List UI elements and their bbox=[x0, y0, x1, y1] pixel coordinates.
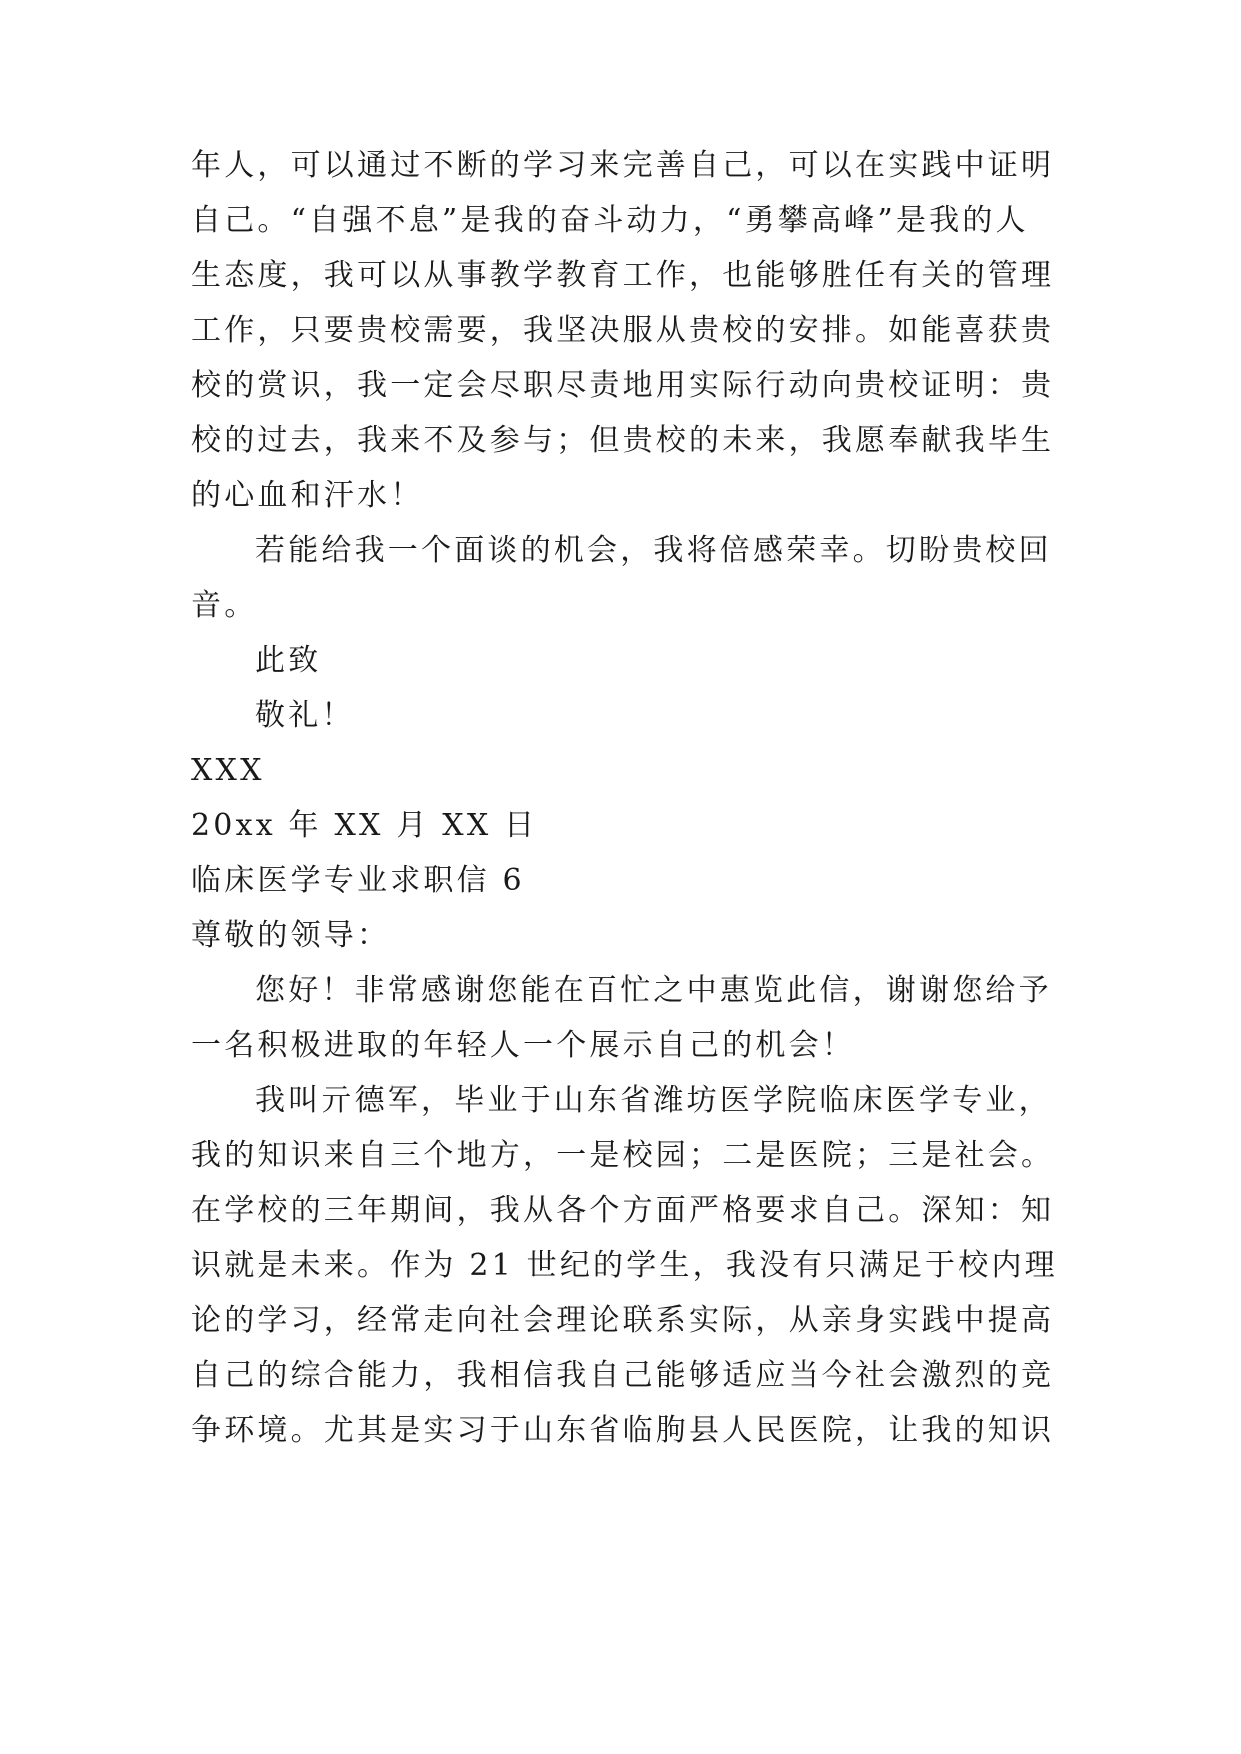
text-line: 争环境。尤其是实习于山东省临朐县人民医院，让我的知识 bbox=[191, 1413, 1055, 1448]
text-line: 一名积极进取的年轻人一个展示自己的机会！ bbox=[191, 1028, 855, 1063]
text-line: 自己的综合能力，我相信我自己能够适应当今社会激烈的竞 bbox=[191, 1358, 1055, 1393]
signature-name: XXX bbox=[191, 753, 265, 788]
salutation-regards: 敬礼！ bbox=[255, 698, 355, 733]
salutation-closing: 此致 bbox=[255, 643, 322, 678]
text-line: 校的赏识，我一定会尽职尽责地用实际行动向贵校证明：贵 bbox=[191, 368, 1055, 403]
text-line: 若能给我一个面谈的机会，我将倍感荣幸。切盼贵校回 bbox=[255, 533, 1052, 568]
text-line: 的心血和汗水！ bbox=[191, 478, 424, 513]
text-line: 我的知识来自三个地方，一是校园；二是医院；三是社会。 bbox=[191, 1138, 1055, 1173]
text-line: 我叫亓德军，毕业于山东省潍坊医学院临床医学专业， bbox=[255, 1083, 1052, 1118]
letter-greeting: 尊敬的领导： bbox=[191, 918, 391, 953]
text-line: 校的过去，我来不及参与；但贵校的未来，我愿奉献我毕生 bbox=[191, 423, 1055, 458]
text-line: 自己。“自强不息”是我的奋斗动力，“勇攀高峰”是我的人 bbox=[191, 203, 1029, 238]
text-line: 音。 bbox=[191, 588, 258, 623]
letter-title: 临床医学专业求职信 6 bbox=[191, 863, 525, 898]
text-line: 识就是未来。作为 21 世纪的学生，我没有只满足于校内理 bbox=[191, 1248, 1058, 1283]
signature-date: 20xx 年 XX 月 XX 日 bbox=[191, 808, 538, 843]
text-line: 在学校的三年期间，我从各个方面严格要求自己。深知：知 bbox=[191, 1193, 1055, 1228]
text-line: 工作，只要贵校需要，我坚决服从贵校的安排。如能喜获贵 bbox=[191, 313, 1055, 348]
text-line: 年人，可以通过不断的学习来完善自己，可以在实践中证明 bbox=[191, 148, 1055, 183]
text-line: 论的学习，经常走向社会理论联系实际，从亲身实践中提高 bbox=[191, 1303, 1055, 1338]
text-line: 您好！非常感谢您能在百忙之中惠览此信，谢谢您给予 bbox=[255, 973, 1052, 1008]
text-line: 生态度，我可以从事教学教育工作，也能够胜任有关的管理 bbox=[191, 258, 1055, 293]
